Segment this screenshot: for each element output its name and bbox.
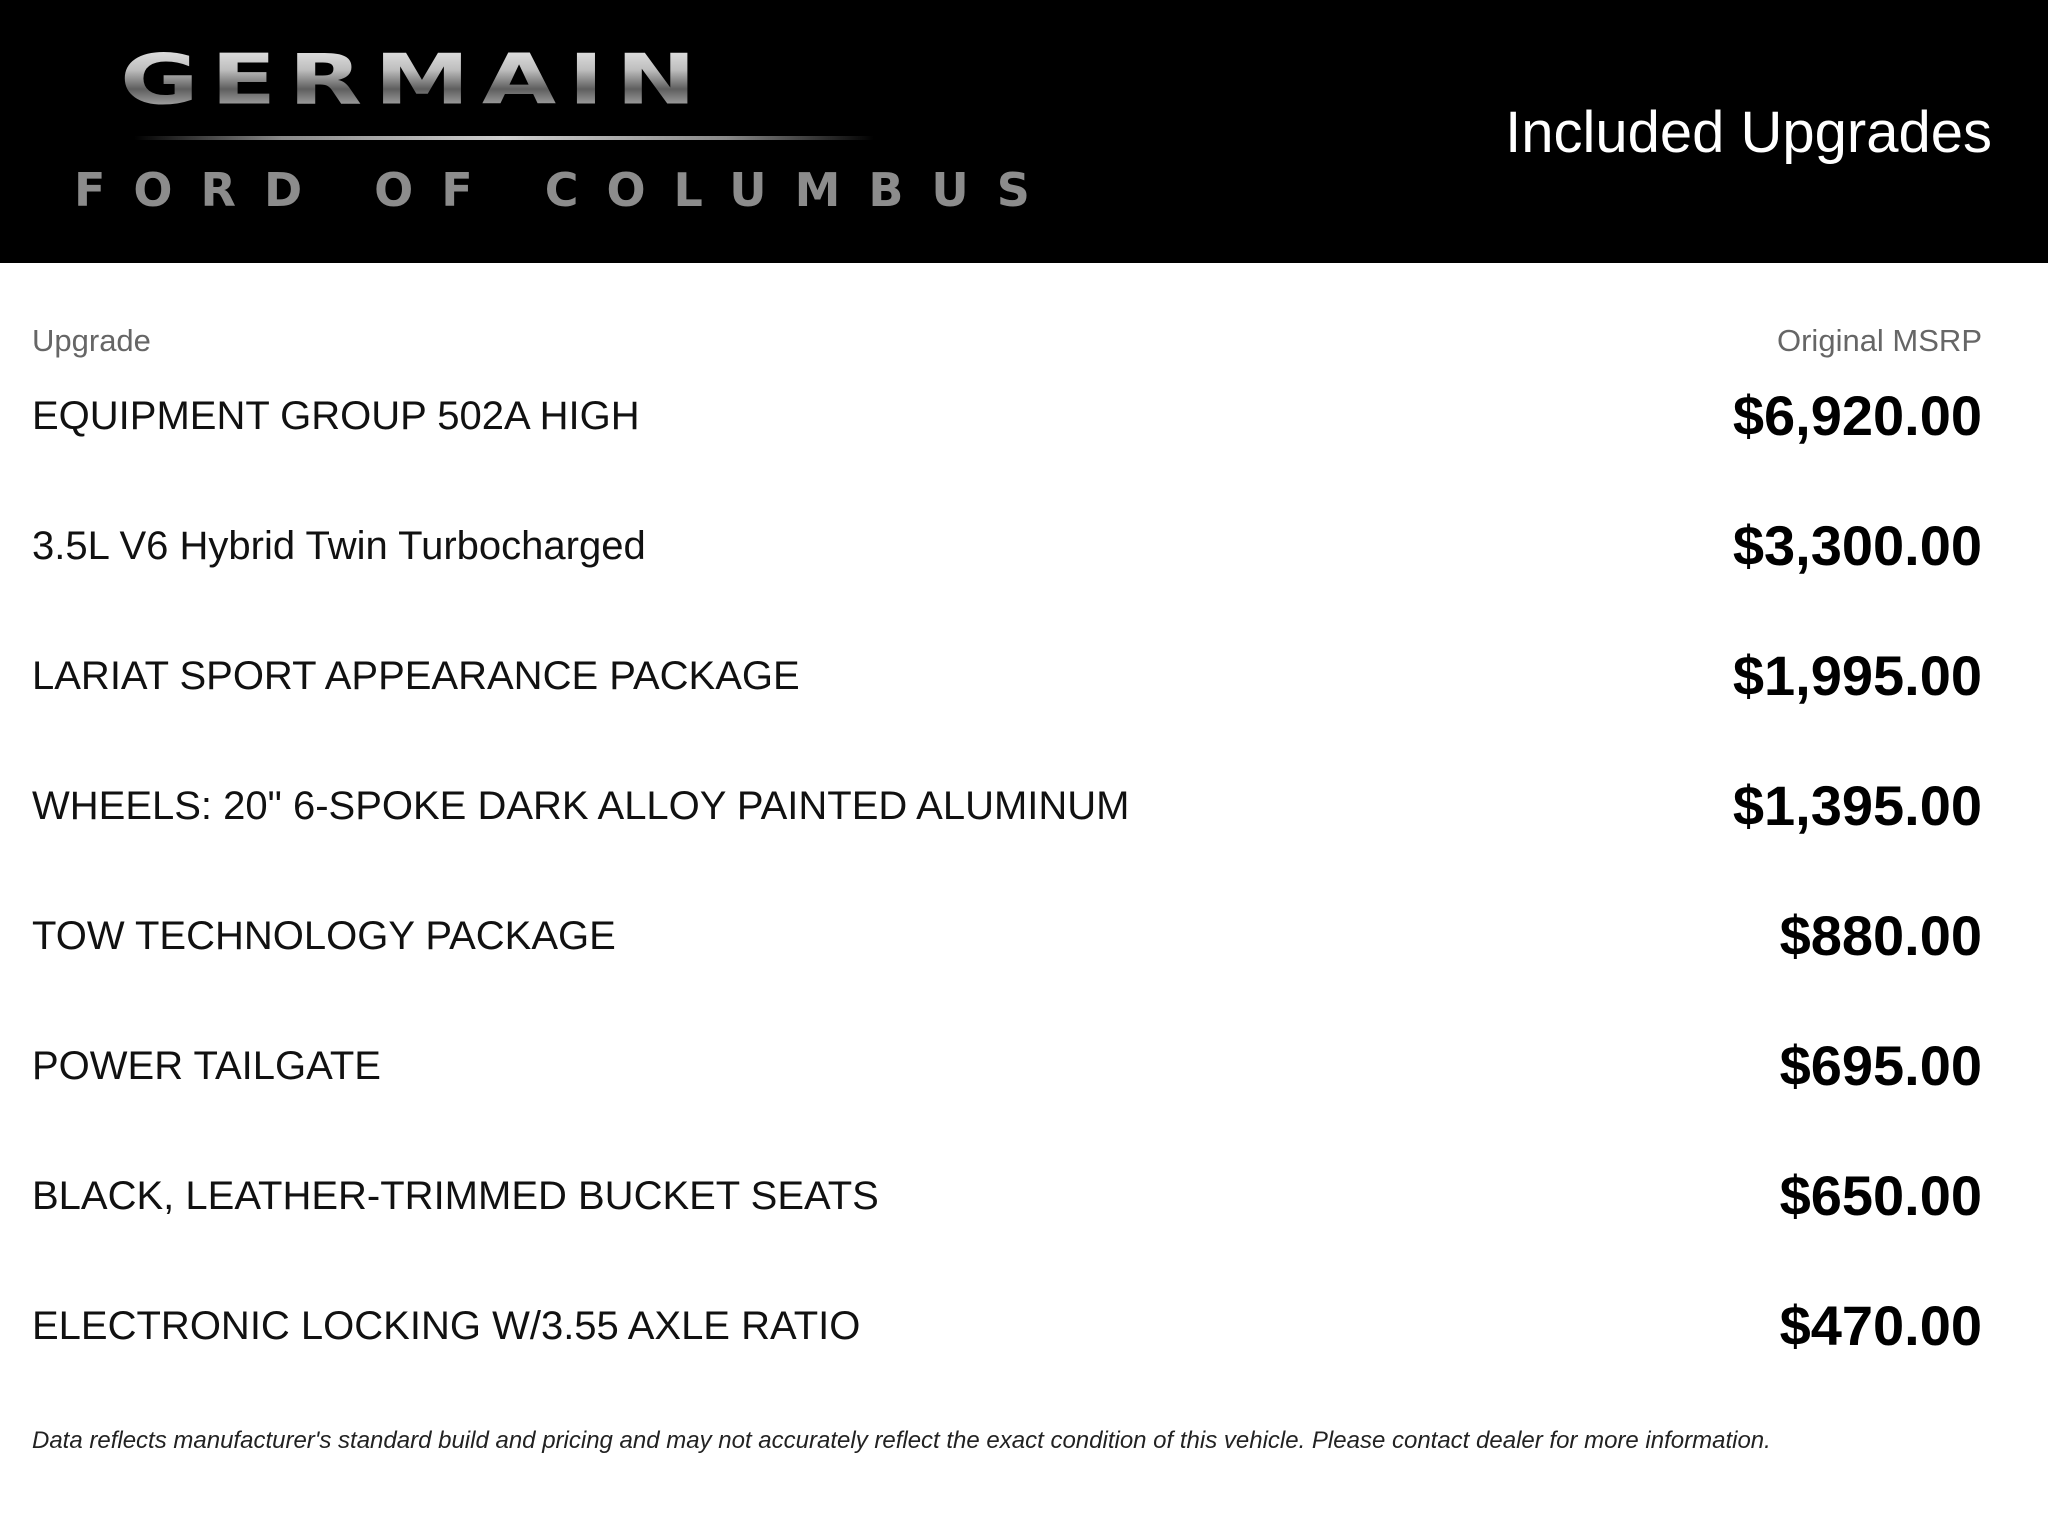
table-header [32,318,1982,364]
upgrade-price: $3,300.00 [1732,514,1982,577]
table-row [32,644,1982,774]
page-title: Included Upgrades [1505,100,1992,165]
table-row [32,774,1982,904]
upgrade-price: $695.00 [1779,1034,1982,1097]
upgrade-name: WHEELS: 20" 6-SPOKE DARK ALLOY PAINTED ALUMINUM [32,784,1130,828]
upgrade-price: $650.00 [1779,1164,1982,1227]
table-body [32,384,1982,1424]
upgrade-name: BLACK, LEATHER-TRIMMED BUCKET SEATS [32,1174,879,1218]
disclaimer-text: Data reflects manufacturer's standard build and pricing and may not accurately reflect the exact condition of this vehicle. Please contact dealer for more information. [32,1427,1771,1454]
logo-divider [134,136,874,140]
column-header-upgrade: Upgrade [32,323,151,358]
upgrade-name: POWER TAILGATE [32,1044,381,1088]
logo-wordmark: GERMAIN [120,39,709,120]
table-row [32,514,1982,644]
upgrade-price: $1,395.00 [1732,774,1982,837]
table-row [32,904,1982,1034]
upgrade-name: EQUIPMENT GROUP 502A HIGH [32,394,640,438]
upgrade-price: $6,920.00 [1732,384,1982,447]
table-row [32,384,1982,514]
upgrades-table [32,318,1982,1424]
upgrade-name: 3.5L V6 Hybrid Twin Turbocharged [32,524,646,568]
column-header-msrp: Original MSRP [1777,323,1982,358]
table-row [32,1164,1982,1294]
dealer-logo [74,39,1058,230]
table-row [32,1034,1982,1164]
logo-subtitle: FORD OF COLUMBUS [74,163,1058,217]
table-row [32,1294,1982,1424]
upgrade-price: $880.00 [1779,904,1982,967]
upgrade-price: $1,995.00 [1732,644,1982,707]
upgrade-price: $470.00 [1779,1294,1982,1357]
upgrade-name: LARIAT SPORT APPEARANCE PACKAGE [32,654,800,698]
upgrade-name: TOW TECHNOLOGY PACKAGE [32,914,616,958]
upgrade-name: ELECTRONIC LOCKING W/3.55 AXLE RATIO [32,1304,861,1348]
header-banner [0,0,2048,263]
